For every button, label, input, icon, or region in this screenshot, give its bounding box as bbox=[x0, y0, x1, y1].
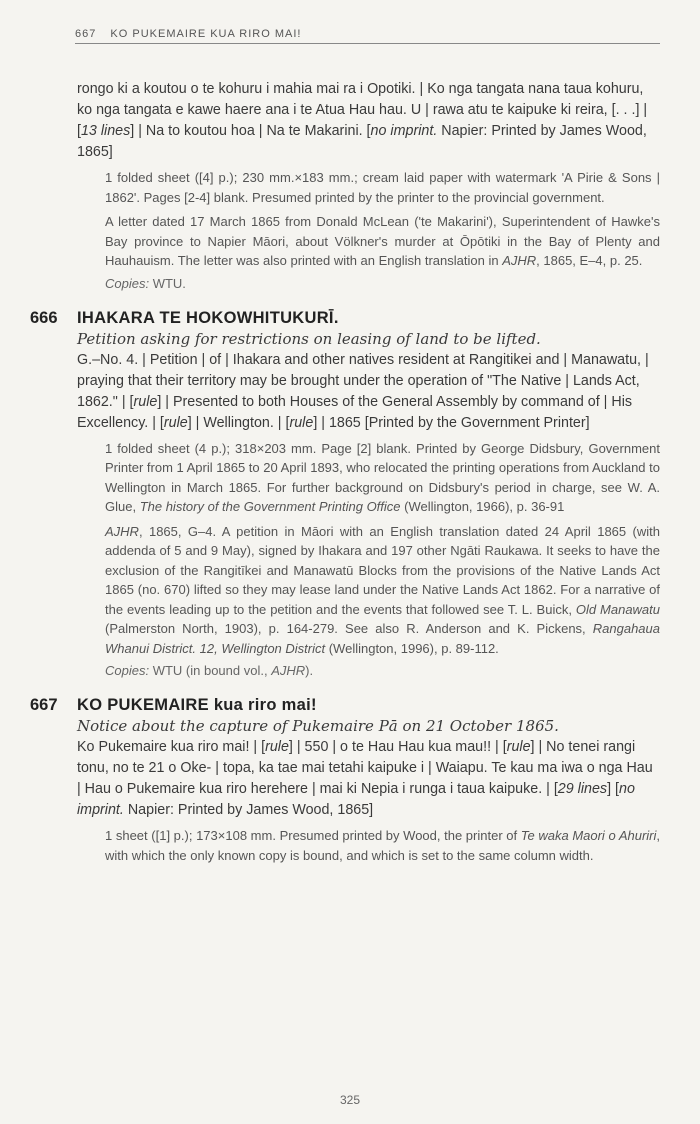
entry-heading bbox=[30, 309, 660, 328]
entry-heading bbox=[30, 696, 660, 715]
page-content bbox=[30, 79, 660, 870]
content-note bbox=[105, 212, 660, 271]
lines-count: 29 lines bbox=[557, 781, 608, 797]
continued-entry-body bbox=[77, 79, 660, 163]
text-run: A letter dated 17 March 1865 from Donald McLean ('te Makarini'), Superintendent of Hawke's Bay province to Napier Māori, about Völkner's murder at Ōpōtiki in the Bay of Plenty and Hauhauism. The letter was also printed with an English translation in bbox=[105, 214, 660, 268]
book-title: The history of the Government Printing Office bbox=[139, 499, 401, 514]
text-run: G.–No. 4. | Petition | of | Ihakara and other natives resident at Rangitikei and | Manawatu, | praying that their territory may be brought under the operation of "The Native | Lands Act, 1862." | [ bbox=[77, 351, 649, 410]
rule-marker: rule bbox=[163, 414, 188, 431]
text-run: , 1865, G–4. A petition in Māori with an English translation dated 24 April 1865 (with addenda of 5 and 9 May), signed by Ihakara and 197 other Ngāti Raukawa. It seeks to have the exclusion of the Rangitīkei and Manawatū Blocks from the provisions of the Native Lands Act 1865 (no. 670) lifted so they may lease land under the Native Lands Act 1862. For a narrative of the events leading up to the petition and the events that followed see T. L. Buick, bbox=[105, 523, 660, 617]
entry-transcription bbox=[77, 350, 660, 434]
entry-number: 667 bbox=[30, 696, 58, 714]
book-title: Old Manawatu bbox=[575, 601, 661, 617]
copies-value: WTU (in bound vol., bbox=[149, 663, 272, 678]
text-run: rongo ki a koutou o te kohuru i mahia mai ra i Opotiki. | Ko nga tangata nana taua kohuru, ko nga tangata e kawe haere ana i te Atua Hau hau. U | rawa atu te kaipuke ki reira, [. . .] | [ bbox=[77, 81, 648, 139]
entry-title: KO PUKEMAIRE kua riro mai! bbox=[77, 696, 317, 714]
rule-marker: rule bbox=[506, 739, 531, 755]
journal-title: AJHR bbox=[502, 253, 537, 268]
text-run: 1 folded sheet (4 p.); 318×203 mm. Page [2] blank. Printed by George Didsbury, Government Printer from 1 April 1865 to 20 April 1893, who relocated the printing operations from Auckland to Wellington in March 1865. For further background on Didsbury's period in charge, see W. A. Glue, bbox=[105, 440, 660, 514]
text-run: (Palmerston North, 1903), p. 164-279. See also R. Anderson and K. Pickens, bbox=[105, 621, 593, 636]
entry-description: Petition asking for restrictions on leasing of land to be lifted. bbox=[77, 329, 541, 348]
text-run: 1 sheet ([1] p.); 173×108 mm. Presumed printed by Wood, the printer of bbox=[105, 828, 521, 843]
copies-note bbox=[105, 276, 660, 291]
text-run: ] | Wellington. | [ bbox=[187, 414, 290, 431]
rule-marker: rule bbox=[133, 393, 158, 410]
no-imprint-label: no imprint. bbox=[370, 123, 438, 139]
text-run: Ko Pukemaire kua riro mai! | [ bbox=[77, 739, 266, 755]
entry-description: Notice about the capture of Pukemaire Pā on 21 October 1865. bbox=[77, 717, 559, 735]
text-run: , with which the only known copy is bound, and which is set to the same column width. bbox=[105, 828, 661, 863]
text-run: (Wellington, 1996), p. 89-112. bbox=[325, 640, 499, 656]
text-run: ] [ bbox=[607, 781, 619, 797]
running-header bbox=[75, 28, 660, 44]
entry-667 bbox=[30, 696, 660, 865]
content-note bbox=[105, 522, 660, 659]
book-title: Te waka Maori o Ahuriri bbox=[520, 828, 657, 843]
rule-marker: rule bbox=[289, 414, 314, 431]
journal-title: AJHR bbox=[271, 663, 306, 678]
copies-label: Copies: bbox=[105, 275, 150, 291]
entry-666 bbox=[30, 309, 660, 679]
rule-marker: rule bbox=[265, 739, 289, 755]
text-run: ). bbox=[305, 663, 314, 678]
physical-description-note bbox=[105, 826, 660, 865]
copies-value: WTU. bbox=[149, 275, 186, 291]
header-page-ref: 667 bbox=[75, 28, 97, 40]
text-run: (Wellington, 1966), p. 36-91 bbox=[400, 499, 565, 514]
copies-note bbox=[105, 663, 660, 678]
copies-label: Copies: bbox=[105, 663, 150, 678]
text-run: , 1865, E–4, p. 25. bbox=[536, 253, 643, 268]
header-running-title: KO PUKEMAIRE KUA RIRO MAI! bbox=[110, 28, 302, 40]
page-number: 325 bbox=[339, 1093, 361, 1107]
entry-number: 666 bbox=[30, 308, 58, 327]
text-run: ] | Na to koutou hoa | Na te Makarini. [ bbox=[130, 123, 371, 139]
text-run: ] | 550 | o te Hau Hau kua mau!! | [ bbox=[288, 739, 507, 755]
entry-title: IHAKARA TE HOKOWHITUKURĪ. bbox=[77, 308, 339, 327]
physical-description-note: 1 folded sheet ([4] p.); 230 mm.×183 mm.; cream laid paper with watermark 'A Pirie & Sons | 1862'. Pages [2-4] blank. Presumed printed by the printer to the provincial government. bbox=[105, 170, 660, 205]
text-run: Napier: Printed by James Wood, 1865] bbox=[123, 802, 374, 818]
book-title: Rangahaua Whanui District. 12, Wellington District bbox=[105, 621, 660, 656]
physical-description-note bbox=[105, 439, 660, 517]
lines-count: 13 lines bbox=[80, 123, 131, 139]
journal-title: AJHR bbox=[105, 523, 139, 539]
entry-transcription bbox=[77, 737, 660, 821]
text-run: ] | No tenei rangi tonu, no te 21 o Oke- | topa, ka tae mai tetahi kaipuke i | Waiapu. Te kau ma iwa o nga Hau | Hau o Pukemaire kua riro herehere | mai ki Nepia i runga i taua kaipuke. | [ bbox=[77, 739, 653, 797]
no-imprint-label: no imprint. bbox=[77, 781, 635, 818]
text-run: Napier: Printed by James Wood, 1865] bbox=[77, 123, 647, 160]
text-run: ] | Presented to both Houses of the General Assembly by command of | His Excellency. | [ bbox=[77, 393, 633, 431]
text-run: ] | 1865 [Printed by the Government Printer] bbox=[313, 414, 590, 431]
